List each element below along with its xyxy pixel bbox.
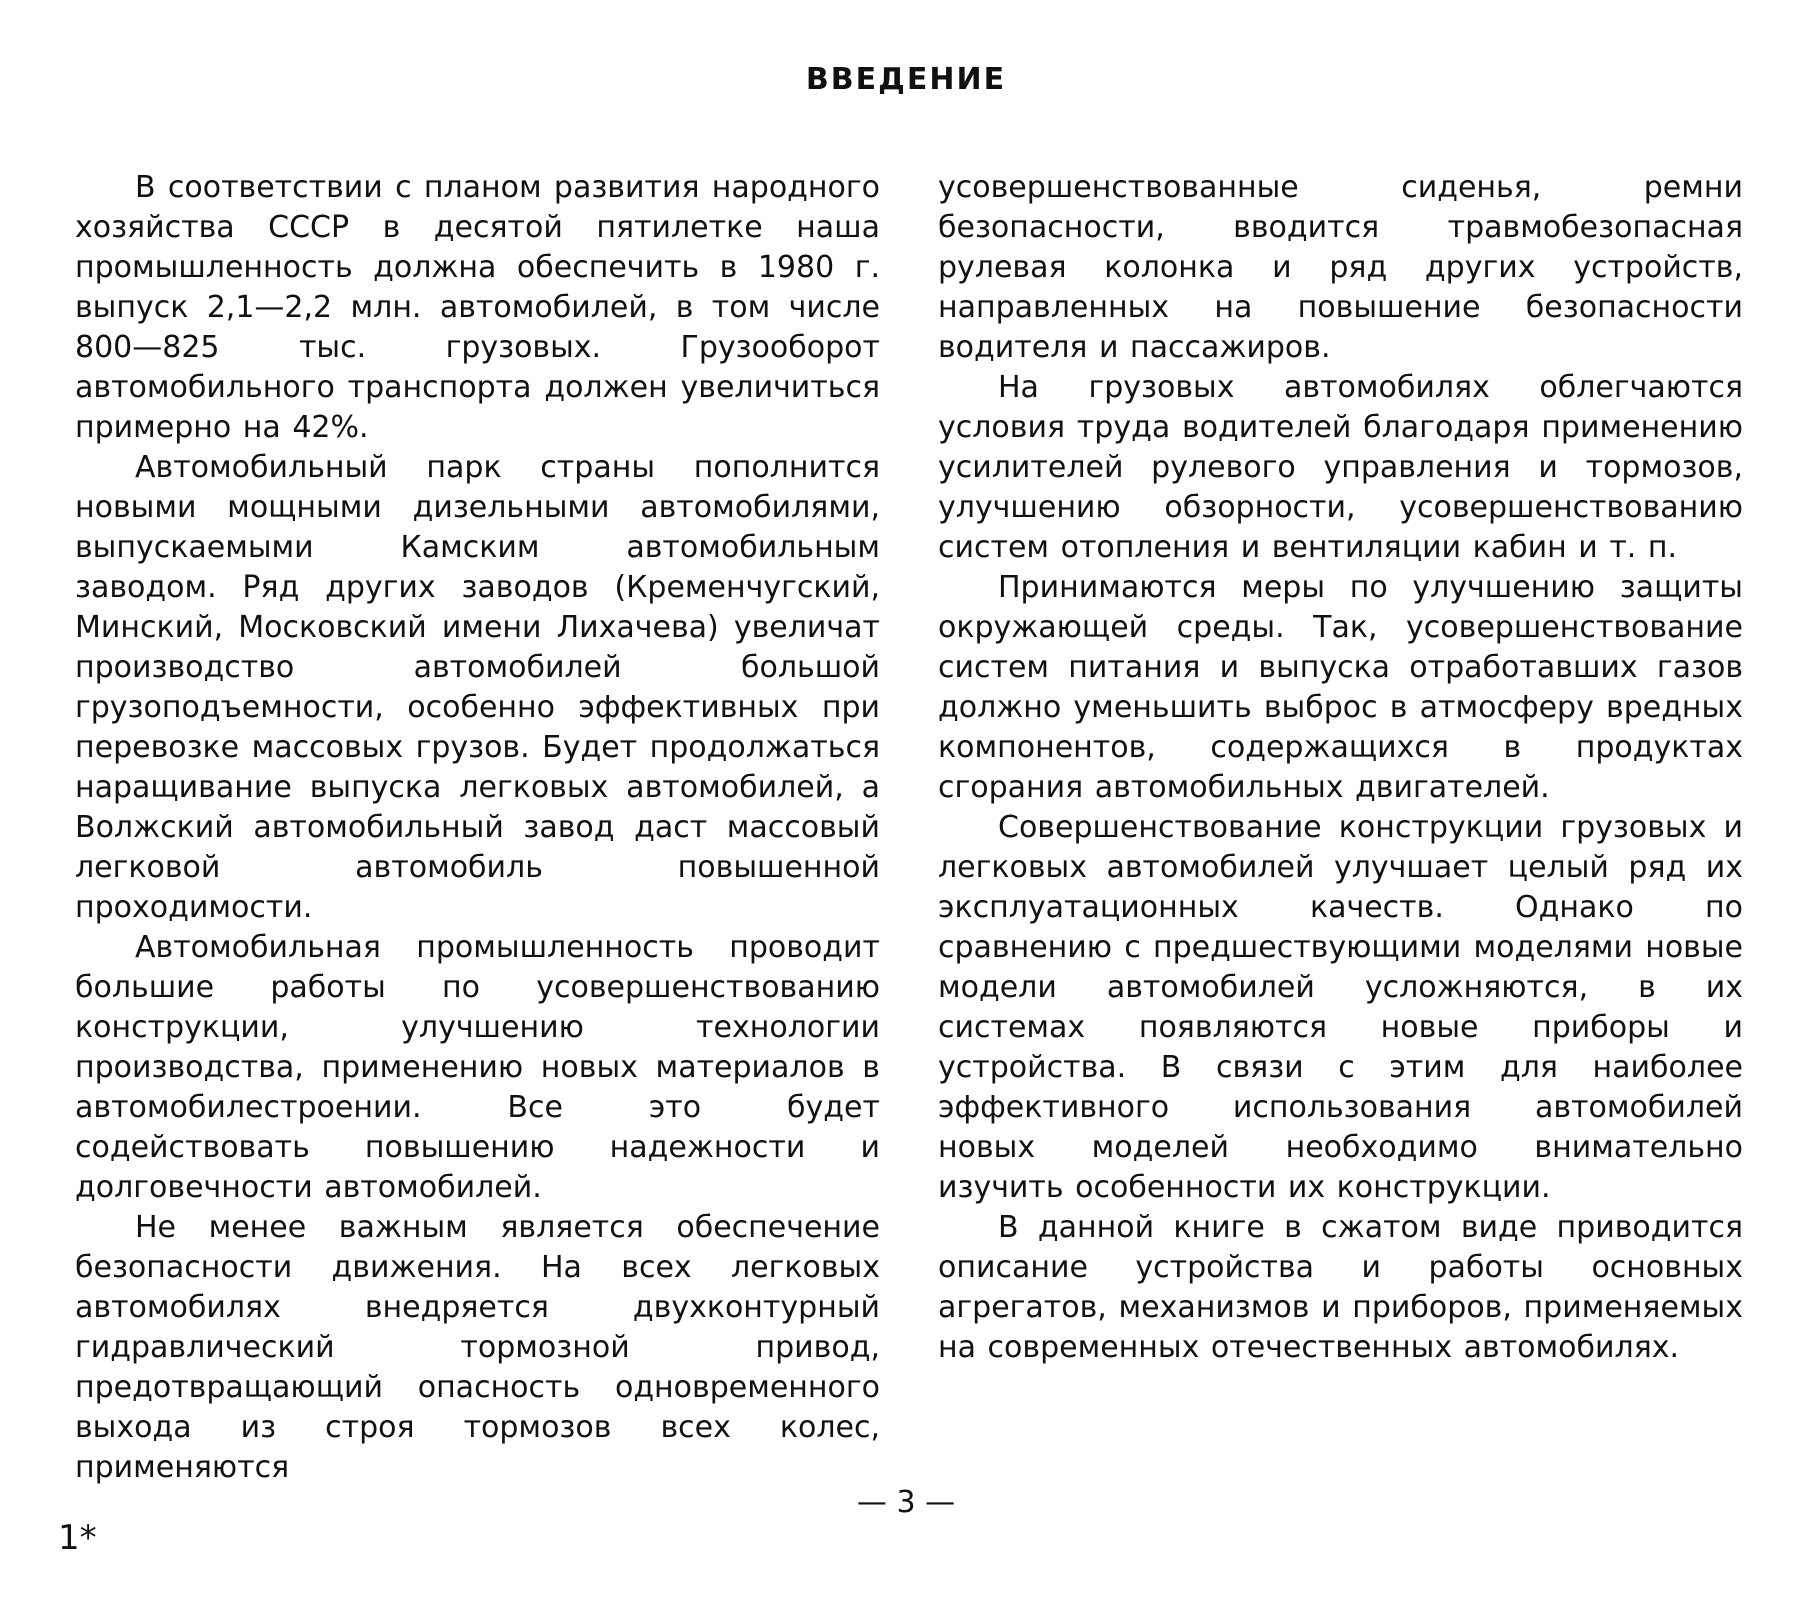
page-number: — 3 — [856, 1485, 956, 1520]
paragraph: В данной книге в сжатом виде приводится описание устройства и работы основных агрегатов, механизмов и приборов, применяемых на современных отечественных автомобилях. [938, 1210, 1743, 1365]
paragraph: Не менее важным является обеспечение безопасности движения. На всех легковых автомобилях внедряется двухконтурный гидравлический тормозной привод, предотвращающий опасность одновременного выхода из строя тормозов всех колес, применяются [75, 1210, 880, 1485]
left-column [75, 168, 880, 1488]
page-title: ВВЕДЕНИЕ [805, 62, 1007, 97]
paragraph: Автомобильная промышленность проводит большие работы по усовершенствованию конструкции, улучшению технологии производства, применению новых материалов в автомобилестроении. Все это будет содействовать повышению надежности и долговечности автомобилей. [75, 930, 880, 1205]
paragraph-continuation: усовершенствованные сиденья, ремни безопасности, вводится травмобезопасная рулевая колонка и ряд других устройств, направленных на повышение безопасности водителя и пассажиров. [938, 170, 1743, 365]
paragraph: Автомобильный парк страны пополнится новыми мощными дизельными автомобилями, выпускаемыми Камским автомобильным заводом. Ряд других заводов (Кременчугский, Минский, Московский имени Лихачева) увеличат производство автомобилей большой грузоподъемности, особенно эффективных при перевозке массовых грузов. Будет продолжаться наращивание выпуска легковых автомобилей, а Волжский автомобильный завод даст массовый легковой автомобиль повышенной проходимости. [75, 450, 880, 925]
paragraph: На грузовых автомобилях облегчаются условия труда водителей благодаря применению усилителей рулевого управления и тормозов, улучшению обзорности, усовершенствованию систем отопления и вентиляции кабин и т. п. [938, 370, 1743, 565]
signature-mark: 1* [58, 1518, 97, 1558]
paragraph: В соответствии с планом развития народного хозяйства СССР в десятой пятилетке наша промышленность должна обеспечить в 1980 г. выпуск 2,1—2,2 млн. автомобилей, в том числе 800—825 тыс. грузовых. Грузооборот автомобильного транспорта должен увеличиться примерно на 42%. [75, 170, 880, 445]
paragraph: Совершенствование конструкции грузовых и легковых автомобилей улучшает целый ряд их эксплуатационных качеств. Однако по сравнению с предшествующими моделями новые модели автомобилей усложняются, в их системах появляются новые приборы и устройства. В связи с этим для наиболее эффективного использования автомобилей новых моделей необходимо внимательно изучить особенности их конструкции. [938, 810, 1743, 1205]
paragraph: Принимаются меры по улучшению защиты окружающей среды. Так, усовершенствование систем питания и выпуска отработавших газов должно уменьшить выброс в атмосферу вредных компонентов, содержащихся в продуктах сгорания автомобильных двигателей. [938, 570, 1743, 805]
right-column [938, 168, 1743, 1368]
